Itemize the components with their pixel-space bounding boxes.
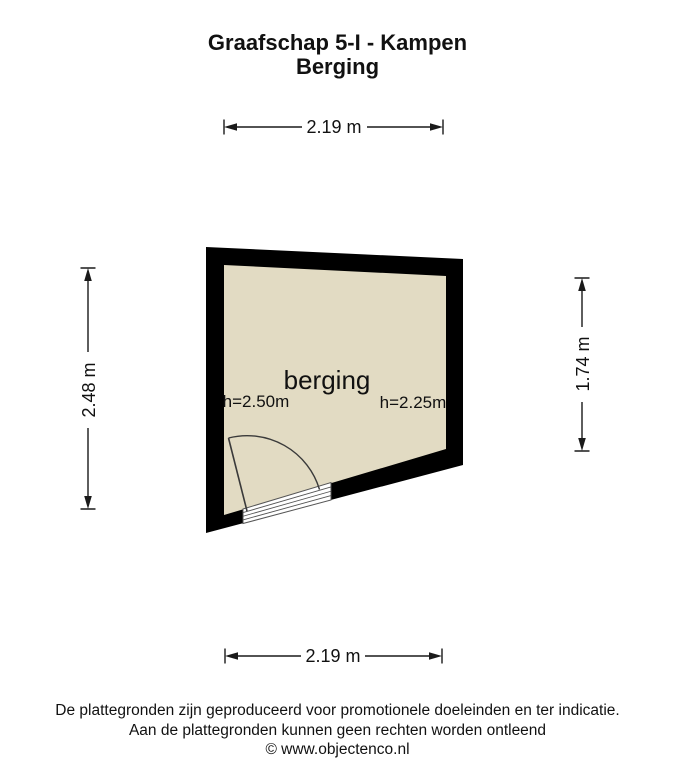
arrowhead-right-icon [429,652,442,660]
dim-bottom-label: 2.19 m [305,646,361,666]
room-name-label: berging [283,365,371,395]
disclaimer-line-2: Aan de plattegronden kunnen geen rechten worden ontleend [128,721,547,739]
arrowhead-up-icon [578,278,586,291]
title-room: Berging [295,54,380,79]
ceiling-height-left-label: h=2.50m [222,392,290,411]
title-address: Graafschap 5-I - Kampen [207,30,468,55]
disclaimer [0,701,675,760]
dim-top-label: 2.19 m [306,117,362,137]
arrowhead-down-icon [578,438,586,451]
arrowhead-right-icon [430,123,443,131]
ceiling-height-right-label: h=2.25m [379,393,447,412]
dim-right-label: 1.74 m [573,336,593,392]
arrowhead-up-icon [84,268,92,281]
dim-left-label: 2.48 m [79,362,99,418]
arrowhead-left-icon [224,123,237,131]
copyright-line: © www.objectenco.nl [265,741,410,758]
arrowhead-left-icon [225,652,238,660]
disclaimer-line-1: De plattegronden zijn geproduceerd voor promotionele doeleinden en ter indicatie. [55,702,620,719]
arrowhead-down-icon [84,496,92,509]
